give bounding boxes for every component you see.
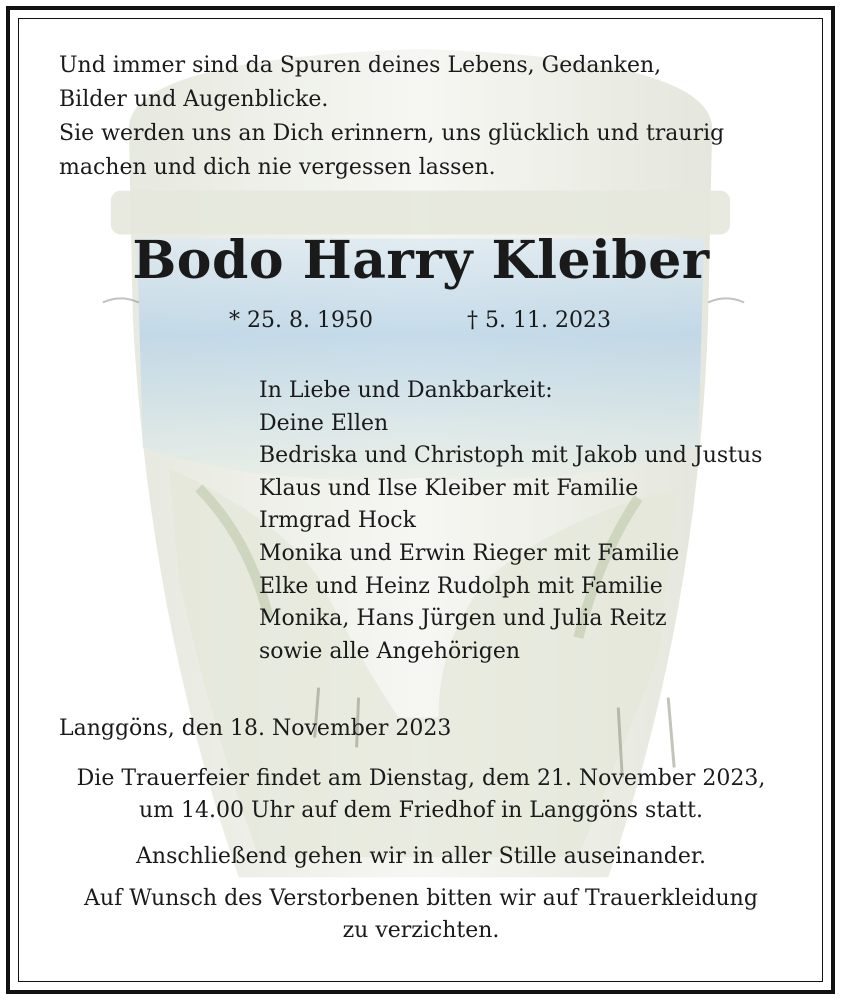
death-date: † 5. 11. 2023 — [467, 308, 611, 333]
verse — [59, 49, 724, 185]
funeral-info — [19, 763, 823, 827]
verse-line: machen und dich nie vergessen lassen. — [59, 155, 496, 180]
mourner-line: In Liebe und Dankbarkeit: — [259, 378, 553, 403]
mourner-line: Deine Ellen — [259, 410, 389, 436]
deceased-name: Bodo Harry Kleiber — [132, 230, 710, 291]
verse-line: Sie werden uns an Dich erinnern, uns glücklich und traurig — [59, 121, 725, 146]
after-note: Anschließend gehen wir in aller Stille auseinander. — [136, 844, 706, 869]
mourner-line: sowie alle Angehörigen — [259, 638, 521, 664]
mourner-line: Monika und Erwin Rieger mit Familie — [259, 540, 680, 566]
wish-line: zu verzichten. — [342, 918, 500, 943]
wish-note — [19, 883, 823, 947]
funeral-line: Die Trauerfeier findet am Dienstag, dem 21. November 2023, — [76, 766, 766, 791]
wish-line: Auf Wunsch des Verstorbenen bitten wir auf Trauerkleidung — [84, 886, 758, 911]
funeral-line: um 14.00 Uhr auf dem Friedhof in Langgöns statt. — [139, 798, 703, 823]
mourners-list — [259, 375, 762, 668]
outer-frame — [6, 6, 835, 994]
verse-line: Und immer sind da Spuren deines Lebens, Gedanken, — [59, 53, 662, 78]
place-date: Langgöns, den 18. November 2023 — [59, 716, 452, 741]
verse-line: Bilder und Augenblicke. — [59, 87, 329, 112]
mourner-line: Bedriska und Christoph mit Jakob und Justus — [259, 443, 763, 469]
inner-frame — [18, 18, 823, 982]
mourner-line: Klaus und Ilse Kleiber mit Familie — [259, 475, 639, 501]
mourner-line: Elke und Heinz Rudolph mit Familie — [259, 573, 663, 599]
birth-date: * 25. 8. 1950 — [229, 308, 373, 333]
mourner-line: Irmgrad Hock — [259, 508, 416, 534]
mourner-line: Monika, Hans Jürgen und Julia Reitz — [259, 606, 667, 632]
